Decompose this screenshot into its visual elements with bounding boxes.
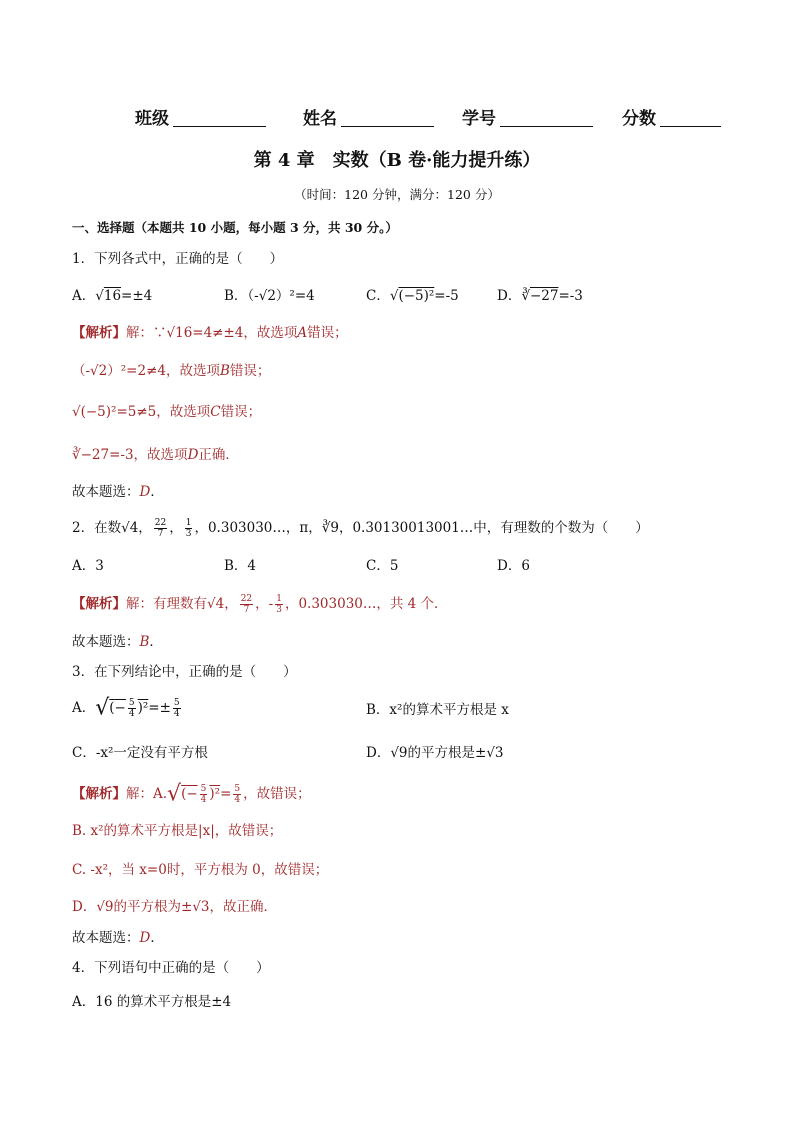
q2-fraction-22-7 [154, 518, 167, 539]
q2-answer-end: ． [149, 634, 163, 650]
q3-solution-line-3: C. -x²，当 x=0时，平方根为 0，故错误； [72, 862, 329, 878]
q2-fraction-1-3 [185, 518, 193, 539]
q3-sol-num: 5 [200, 784, 207, 794]
class-blank [173, 126, 266, 127]
q2-option-c: C．5 [366, 558, 399, 574]
q2-solution: 【解析】解：有理数有√4， $\frac{22}{7}$ ，- $\frac{1}{3}$ ，0.303030…，共 4 个． [72, 594, 448, 615]
q3-sol-res-num: 5 [234, 784, 241, 794]
q1-sol3-end: 错误； [220, 404, 262, 420]
q2-sol-fraction-22-7 [240, 594, 253, 615]
q2-f1-den: 7 [157, 529, 164, 539]
q2-sol-b: ，0.303030…，共 4 个． [284, 596, 448, 612]
q1-a-tail: =±4 [121, 288, 153, 304]
q2-answer-text: 故本题选： [72, 634, 140, 650]
q2-sol-a: 解：有理数有√4， [126, 596, 238, 612]
q2-option-b: B．4 [224, 558, 257, 574]
q2-answer-letter: B [139, 634, 150, 650]
q3-option-c: C．-x²一定没有平方根 [72, 745, 208, 761]
section-heading: 一、选择题（本题共 10 小题，每小题 3 分，共 30 分。） [72, 220, 398, 235]
score-label: 分数 [622, 109, 656, 129]
q1-solution-line-4 [72, 445, 239, 465]
q1-sol1-text: 解：∵√16=4≠±4，故选项 [126, 325, 298, 341]
page-title: 第 4 章 实数（B 卷·能力提升练） [253, 150, 541, 171]
q2-solution-tag: 【解析】 [72, 596, 126, 612]
q1-a-prefix: A．√ [72, 288, 104, 304]
q1-sol3-letter: C [210, 404, 221, 420]
q2-sol-f2-den: 3 [276, 605, 282, 615]
q2-sol-fraction-1-3 [275, 594, 283, 615]
q3-a-fraction [128, 698, 136, 719]
sqrt-sign-icon: √ [167, 781, 182, 807]
id-blank [500, 126, 593, 127]
q1-sol1-end: 错误； [307, 325, 348, 341]
q3-a-result-fraction [173, 698, 181, 719]
q1-sol1-letter: A [297, 325, 308, 341]
page-subtitle: （时间：120 分钟，满分：120 分） [294, 187, 500, 202]
q1-option-a [72, 286, 152, 306]
q2-sol-f1-den: 7 [243, 605, 250, 615]
q1-option-d [497, 286, 583, 306]
q3-a-radicand: (− $\frac{5}{4}$ )² [109, 698, 149, 719]
q3-sol-result-fraction [233, 784, 241, 805]
q3-sol-res-den: 4 [234, 795, 241, 805]
q1-solution-line-3 [72, 402, 261, 422]
class-label: 班级 [135, 109, 169, 129]
q3-a-res-num: 5 [173, 698, 180, 708]
q3-a-num: 5 [128, 698, 135, 708]
q1-a-radicand: 16 [103, 288, 122, 304]
q1-solution-line-1 [72, 323, 348, 343]
q2-option-d: D．6 [497, 558, 530, 574]
q1-solution-tag: 【解析】 [72, 325, 126, 341]
q3-option-d: D．√9的平方根是±√3 [366, 745, 504, 761]
q3-solution-line-1: 【解析】解：A.√(− $\frac{5}{4}$ )²= $\frac{5}{4}$ ，故错误； [72, 781, 311, 807]
q2-stem-b: ，0.303030…，π，∛9，0.30130013001…中，有理数的个数为（ ） [194, 520, 649, 536]
q1-option-c [366, 286, 459, 306]
q1-sol4-end: 正确． [198, 447, 239, 463]
q3-solution-line-2: B. x²的算术平方根是|x|，故错误； [72, 823, 283, 839]
score-blank [660, 126, 721, 127]
q1-stem: 1．下列各式中，正确的是（ ） [72, 251, 284, 267]
q2-answer [72, 632, 163, 652]
q3-solution-line-4: D．√9的平方根为±√3，故正确． [72, 899, 278, 915]
q1-c-prefix: C．√ [366, 288, 399, 304]
q3-solution-tag: 【解析】 [72, 786, 126, 802]
q3-a-mid: =± [148, 700, 171, 716]
name-label: 姓名 [303, 109, 337, 129]
sqrt-sign-icon: √ [95, 695, 110, 721]
q2-sol-f1-num: 22 [240, 594, 253, 604]
q1-sol2-end: 错误； [229, 363, 271, 379]
q3-answer-letter: D [139, 930, 151, 946]
q1-sol3-text: √(−5)²=5≠5，故选项 [72, 404, 211, 420]
q1-sol2-letter: B [219, 363, 230, 379]
q3-answer [72, 928, 164, 948]
q1-c-radicand: (−5)² [398, 288, 435, 304]
q2-f1-num: 22 [154, 518, 167, 528]
q1-answer [72, 482, 164, 502]
q1-answer-letter: D [139, 484, 151, 500]
q4-stem: 4．下列语句中正确的是（ ） [72, 960, 270, 976]
q1-sol4-letter: D [187, 447, 199, 463]
q3-option-b: B．x²的算术平方根是 x [366, 702, 509, 718]
q1-answer-end: ． [150, 484, 164, 500]
q2-f2-den: 3 [185, 529, 192, 539]
q3-sol-radicand: (− $\frac{5}{4}$ )² [181, 784, 221, 805]
q4-option-a: A．16 的算术平方根是±4 [72, 994, 232, 1010]
q1-answer-text: 故本题选： [72, 484, 140, 500]
q1-option-b: B．（-√2）²=4 [224, 288, 315, 304]
q2-option-a: A．3 [72, 558, 104, 574]
q2-f2-num: 1 [185, 518, 192, 528]
q3-a-prefix: A． [72, 700, 96, 716]
q3-sol-fraction [200, 784, 208, 805]
q1-c-tail: =-5 [434, 288, 459, 304]
q3-a-res-den: 4 [173, 709, 180, 719]
q1-d-tail: =-3 [558, 288, 583, 304]
q2-stem: 2．在数√4， $\frac{22}{7}$ ， $\frac{1}{3}$ ，0.303030…，π，∛9，0.30130013001…中，有理数的个数为（ ） [72, 518, 649, 539]
q1-sol2-text: （-√2）²=2≠4，故选项 [72, 363, 220, 379]
q1-sol4-text: ∛−27=-3，故选项 [72, 447, 188, 463]
q3-option-a [72, 695, 183, 721]
name-blank [341, 126, 434, 127]
q3-answer-text: 故本题选： [72, 930, 140, 946]
q2-sol-f2-num: 1 [276, 594, 282, 604]
q1-d-prefix: D．∛ [497, 288, 530, 304]
q3-sol1-end: ，故错误； [243, 786, 311, 802]
q2-stem-a: 2．在数√4， [72, 520, 152, 536]
id-label: 学号 [462, 109, 496, 129]
q3-sol1-pre: 解：A. [126, 786, 168, 802]
q1-solution-line-2 [72, 361, 270, 381]
q3-stem: 3．在下列结论中，正确的是（ ） [72, 664, 297, 680]
q3-a-den: 4 [128, 709, 135, 719]
q3-answer-end: ． [150, 930, 164, 946]
q3-sol-den: 4 [200, 795, 207, 805]
q1-d-radicand: −27 [529, 288, 559, 304]
